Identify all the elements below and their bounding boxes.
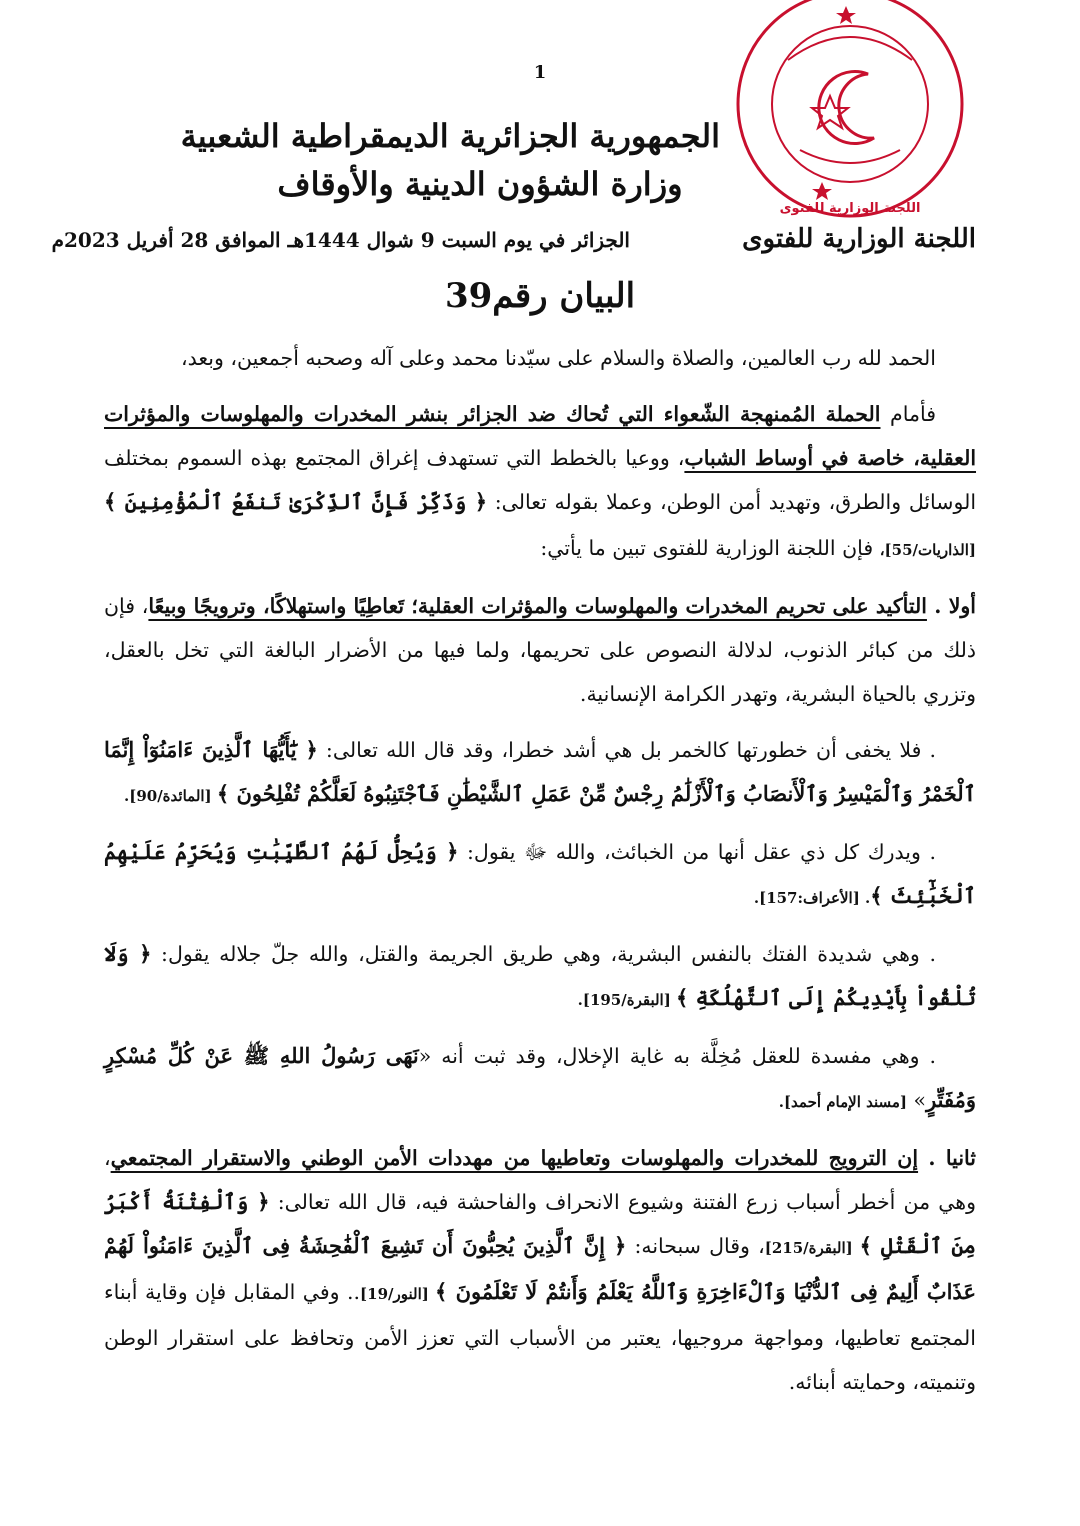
verse-reference: [البقرة/195].	[577, 991, 677, 1009]
date-line: الجزائر في يوم السبت 9 شوال 1444هـ الموافق 28 أفريل 2023م	[51, 228, 630, 252]
official-stamp	[718, 0, 978, 222]
verse-reference: [الذاريات/55]،	[879, 541, 976, 559]
intro-text: ، ووعيا بالخطط التي تستهدف إغراق المجتمع بهذه السموم بمختلف الوسائل والطرق، وتهديد أمن الوطن، وعملا بقوله تعالى:	[104, 446, 977, 514]
second-point-text: ، وقال سبحانه:	[626, 1234, 765, 1258]
second-point-text: ، وهي من أخطر أسباب زرع الفتنة وشيوع الانحراف والفاحشة فيه، قال الله تعالى:	[104, 1146, 977, 1214]
quran-verse: ﴿ يَٰٓأَيُّهَا ٱلَّذِينَ ءَامَنُوٓاْ إِنَّمَا ٱلْخَمْرُ وَٱلْمَيْسِرُ وَٱلْأَنصَابُ وَٱلْأَزْلَٰمُ رِجْسٌ مِّنْ عَمَلِ ٱلشَّيْطَٰنِ فَٱجْتَنِبُوهُ لَعَلَّكُمْ تُفْلِحُونَ ﴾	[104, 737, 976, 806]
hadith-quote: نَهَى رَسُولُ اللهِ ﷺ عَنْ كُلِّ مُسْكِرٍ وَمُفَتِّرٍ	[104, 1043, 976, 1112]
verse-reference: [البقرة/215]	[764, 1239, 860, 1257]
intro-paragraph	[104, 392, 976, 572]
hadith-text: . وهي مفسدة للعقل مُخِلَّة به غاية الإخلال، وقد ثبت أنه «	[418, 1044, 936, 1068]
quran-verse: ﴿ وَٱلْفِتْنَةُ أَكْبَرُ مِنَ ٱلْقَتْلِ ﴾	[104, 1189, 976, 1258]
verse-reference: [المائدة/90].	[123, 787, 217, 805]
opening-paragraph	[104, 336, 976, 380]
republic-name: الجمهورية الجزائرية الديمقراطية الشعبية	[180, 117, 720, 155]
second-point-heading: إن الترويج للمخدرات والمهلوسات وتعاطيها من مهددات الأمن الوطني والاستقرار المجتمعي	[110, 1146, 919, 1170]
point-label: أولا .	[926, 594, 976, 618]
stamp-inner-ring	[772, 26, 928, 182]
stamp-text: اللجنة الوزارية للفتوى	[779, 201, 921, 216]
khabaith-text: . ويدرك كل ذي عقل أنها من الخبائث، والله ﷻ يقول:	[458, 840, 936, 864]
page-number: 1	[533, 62, 547, 83]
first-point-paragraph	[104, 584, 976, 716]
page-title: البيان رقم39	[444, 276, 636, 316]
khabaith-paragraph	[104, 830, 976, 920]
second-point-paragraph	[104, 1136, 976, 1404]
verse-reference: . [الأعراف:157].	[753, 889, 871, 907]
second-point-text: .. وفي المقابل فإن وقاية أبناء المجتمع تعاطيها، ومواجهة مروجيها، يعتبر من الأسباب التي تعزز الأمن وتحافظ على استقرار الوطن وتنميته، وحمايته أبنائه.	[104, 1280, 976, 1394]
quran-verse: ﴿ وَيُحِلُّ لَهُمُ ٱلطَّيِّبَٰتِ وَيُحَرِّمُ عَلَيْهِمُ ٱلْخَبَٰٓئِثَ ﴾	[104, 839, 976, 908]
hadith-text: »	[907, 1088, 927, 1112]
intro-text: فأمام	[880, 402, 937, 426]
quran-verse: ﴿ وَذَكِّرْ فَإِنَّ ٱلذِّكْرَىٰ تَنفَعُ ٱلْمُؤْمِنِينَ ﴾	[104, 489, 488, 514]
quran-verse: ﴿ وَلَا تُلْقُواْ بِأَيْدِيكُمْ إِلَى ٱلتَّهْلُكَةِ ﴾	[104, 941, 976, 1010]
crime-paragraph	[104, 932, 976, 1022]
first-point-text: ، فإن ذلك من كبائر الذنوب، لدلالة النصوص على تحريمها، ولما فيها من الأضرار البالغة التي تخل بالعقل، وتزري بالحياة البشرية، وتهدر الكرامة الإنسانية.	[104, 594, 976, 706]
intro-text: فإن اللجنة الوزارية للفتوى تبين ما يأتي:	[540, 536, 880, 560]
star-icon	[812, 182, 832, 200]
first-point-heading: التأكيد على تحريم المخدرات والمهلوسات والمؤثرات العقلية؛ تَعاطِيًا واستهلاكًا، وترويجًا وبيعًا	[148, 594, 927, 618]
committee-name: اللجنة الوزارية للفتوى	[742, 224, 976, 254]
letterhead	[180, 112, 720, 208]
opening-text: الحمد لله رب العالمين، والصلاة والسلام على سيّدنا محمد وعلى آله وصحبه أجمعين، وبعد،	[181, 346, 936, 370]
hadith-paragraph	[104, 1034, 976, 1124]
point-label: ثانيا .	[918, 1146, 976, 1170]
ministry-name: وزارة الشؤون الدينية والأوقاف	[277, 165, 683, 203]
star-icon	[836, 6, 856, 24]
hadith-reference: [مسند الإمام أحمد].	[778, 1093, 907, 1111]
crime-text: . وهي شديدة الفتك بالنفس البشرية، وهي طريق الجريمة والقتل، والله جلّ جلاله يقول:	[151, 942, 936, 966]
khamr-text: . فلا يخفى أن خطورتها كالخمر بل هي أشد خطرا، وقد قال الله تعالى:	[317, 738, 937, 762]
verse-reference: [النور/19]	[360, 1285, 436, 1303]
intro-underlined: الحملة المُمنهجة الشّعواء التي تُحاك ضد الجزائر بنشر المخدرات والمهلوسات والمؤثرات العقلية، خاصة في أوساط الشباب	[104, 402, 977, 470]
statement-body	[104, 336, 976, 1416]
khamr-paragraph	[104, 728, 976, 818]
quran-verse: ﴿ إِنَّ ٱلَّذِينَ يُحِبُّونَ أَن تَشِيعَ ٱلْفَٰحِشَةُ فِى ٱلَّذِينَ ءَامَنُواْ لَهُمْ عَذَابٌ أَلِيمٌ فِى ٱلدُّنْيَا وَٱلْءَاخِرَةِ وَٱللَّهُ يَعْلَمُ وَأَنتُمْ لَا تَعْلَمُونَ ﴾	[104, 1233, 976, 1304]
